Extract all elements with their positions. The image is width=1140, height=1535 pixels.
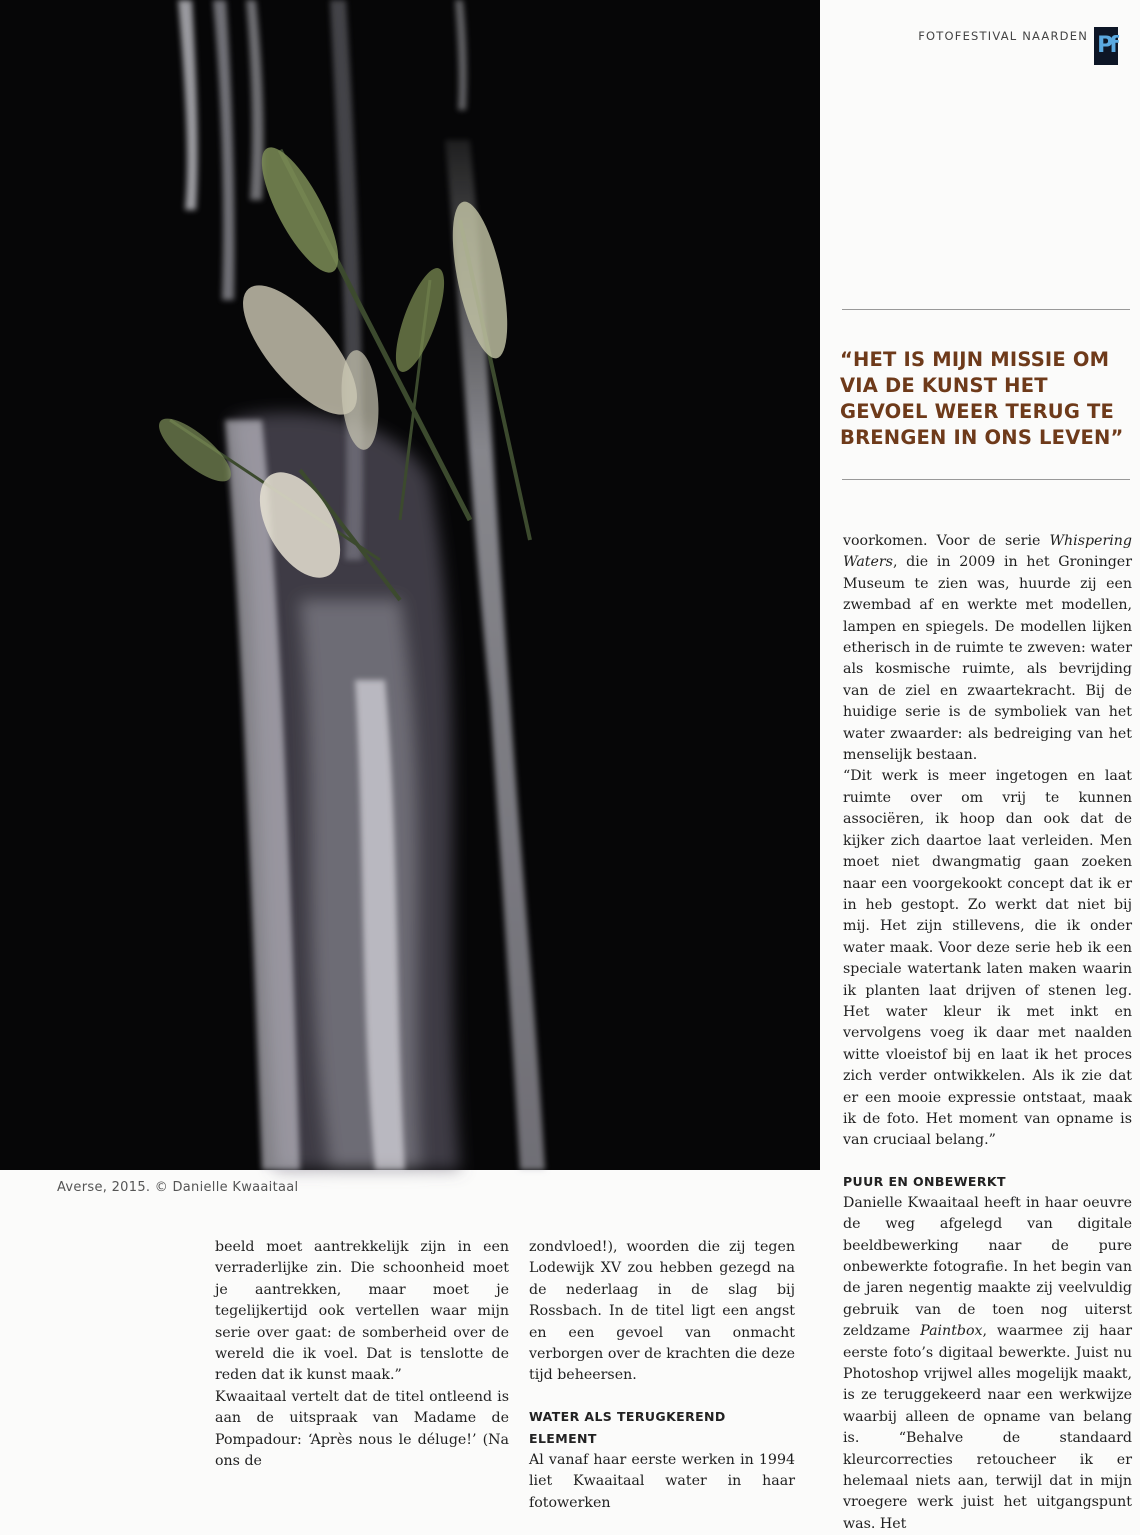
paragraph: “Dit werk is meer ingetogen en laat ruimte over om vrij te kunnen associëren, ik hoop dan ook dat de kijker zich daartoe laat verleiden. Men moet niet dwangmatig gaan zoeken naar een voorgekookt concept dat ik er in heb gestopt. Zo werkt dat niet bij mij. Het zijn stillevens, die ik onder water maak. Voor deze serie heb ik een speciale watertank laten maken waarin ik planten laat drijven of stenen leg. Het water kleur ik met inkt en vervolgens voeg ik daar met naalden witte vloeistof bij en laat ik het proces zich verder ontwikkelen. Als ik zie dat er een mooie expressie ontstaat, maak ik de foto. Het moment van opname is van cruciaal belang.”	[843, 768, 1132, 1149]
pullquote-rule-top	[842, 309, 1130, 310]
pullquote-rule-bottom	[842, 479, 1130, 480]
paragraph: Kwaaitaal vertelt dat de titel ontleend is aan de uitspraak van Madame de Pompadour: ‘Après nous le déluge!’ (Na ons de	[215, 1388, 509, 1470]
paragraph: beeld moet aantrekkelijk zijn in een verraderlijke zin. Die schoonheid moet je aantrekken, maar moet je tegelijkertijd ook vertellen waar mijn serie over gaat: de somberheid over de wereld die ik voel. Dat is tenslotte de reden dat ik kunst maak.”	[215, 1239, 509, 1384]
paragraph: zondvloed!), woorden die zij tegen Lodewijk XV zou hebben gezegd na de nederlaag in de slag bij Rossbach. In de titel ligt een angst en een gevoel van onmacht verborgen over de krachten die deze tijd beheersen.	[529, 1239, 795, 1384]
paragraph: Danielle Kwaaitaal heeft in haar oeuvre de weg afgelegd van digitale beeldbewerking naar de pure onbewerkte fotografie. In het begin van de jaren negentig maakte zij veelvuldig gebruik van de toen nog uiterst zeldzame Paintbox, waarmee zij haar eerste foto’s digitaal bewerkte. Juist nu Photoshop vrijwel alles mogelijk maakt, is ze teruggekeerd naar een werkwijze waarbij alleen de opname van belang is. “Behalve de standaard kleurcorrecties retoucheer ik er helemaal niets aan, terwijl dat in mijn vroegere werk juist het uitgangspunt was. Het	[843, 1194, 1132, 1532]
article-column-left	[215, 1237, 509, 1472]
article-column-middle	[529, 1237, 795, 1514]
software-title: Paintbox	[920, 1323, 983, 1340]
pull-quote: “HET IS MIJN MISSIE OM VIA DE KUNST HET GEVOEL WEER TERUG TE BRENGEN IN ONS LEVEN”	[840, 348, 1124, 449]
photo-caption: Averse, 2015. © Danielle Kwaaitaal	[57, 1180, 299, 1195]
section-heading: PUUR EN ONBEWERKT	[843, 1173, 1006, 1189]
page-header	[918, 27, 1118, 65]
magazine-logo: Pf	[1094, 27, 1118, 65]
section-label: FOTOFESTIVAL NAARDEN	[918, 29, 1088, 43]
series-title: Whispering Waters	[843, 533, 1132, 571]
paragraph: Al vanaf haar eerste werken in 1994 liet Kwaaitaal water in haar fotowerken	[529, 1451, 795, 1511]
section-heading: WATER ALS TERUGKEREND ELEMENT	[529, 1408, 726, 1446]
paragraph: voorkomen. Voor de serie Whispering Waters, die in 2009 in het Groninger Museum te zien was, huurde zij een zwembad af en werkte met modellen, lampen en spiegels. De modellen lijken etherisch in de ruimte te zweven: water als kosmische ruimte, als bevrijding van de ziel en zwaartekracht. Bij de huidige serie is de symboliek van het water zwaarder: als bedreiging van het menselijk bestaan.	[843, 533, 1132, 764]
article-column-right	[843, 531, 1132, 1535]
